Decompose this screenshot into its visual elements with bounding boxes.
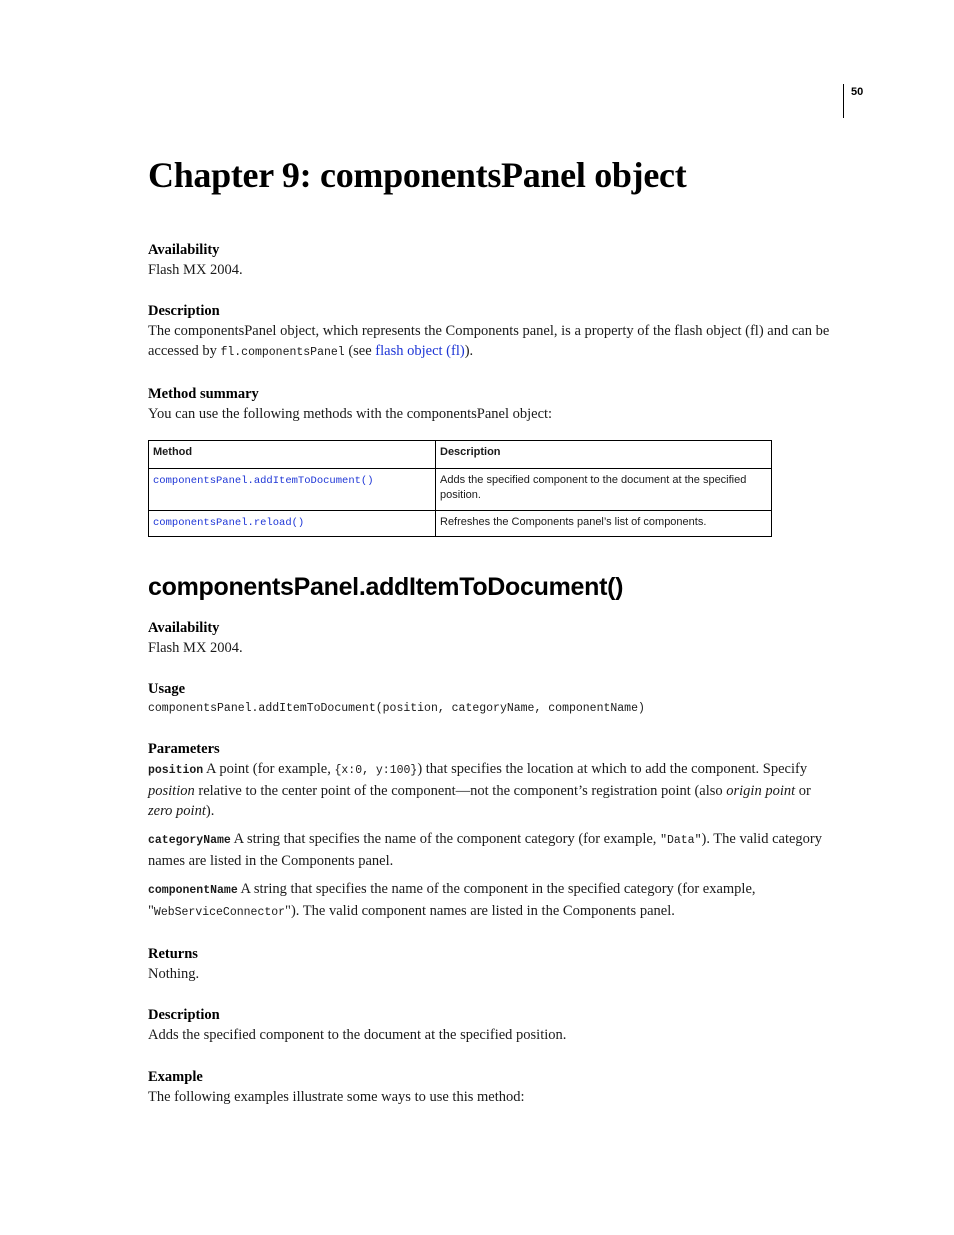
section-availability-text: Flash MX 2004. <box>148 640 243 656</box>
param-position-text-d: relative to the center point of the component—not the component’s registration point (also <box>194 783 727 799</box>
description-text <box>148 321 840 363</box>
page-content <box>148 150 840 1107</box>
availability-heading: Availability <box>148 242 220 258</box>
param-categoryname-code: "Data" <box>660 834 702 847</box>
table-cell-description: Refreshes the Components panel’s list of components. <box>436 511 772 537</box>
method-link-additemtodocument[interactable]: componentsPanel.addItemToDocument() <box>153 475 374 487</box>
param-categoryname-text-a: A string that specifies the name of the component category (for example, <box>230 831 661 847</box>
method-summary-text: You can use the following methods with the componentsPanel object: <box>148 406 553 422</box>
param-position-code: {x:0, y:100} <box>334 764 418 777</box>
param-position-text-h: ). <box>205 803 215 819</box>
example-text: The following examples illustrate some ways to use this method: <box>148 1089 525 1105</box>
page-number: 50 <box>851 86 864 98</box>
param-categoryname-text-b: ). The valid category <box>701 831 823 847</box>
param-position <box>148 759 840 821</box>
description-code: fl.componentsPanel <box>220 346 345 359</box>
param-position-italic-position: position <box>148 783 195 799</box>
description-line-2b: (see <box>344 343 376 359</box>
usage-heading: Usage <box>148 681 186 697</box>
param-position-italic-zero: zero point <box>148 803 206 819</box>
section-title: componentsPanel.addItemToDocument() <box>148 573 624 601</box>
param-position-text-f: or <box>795 783 811 799</box>
table-row <box>149 511 772 537</box>
section-description-heading: Description <box>148 1007 220 1023</box>
returns-heading: Returns <box>148 946 198 962</box>
param-componentname-text-c: "). The valid component names are listed in the Components panel. <box>285 903 675 919</box>
parameters-heading: Parameters <box>148 741 220 757</box>
description-line-2c: ). <box>464 343 474 359</box>
section-availability-heading: Availability <box>148 620 220 636</box>
description-line-1: The componentsPanel object, which represents the Components panel, is a property of the flash object (fl) and can be <box>148 323 830 339</box>
param-position-italic-origin: origin point <box>726 783 796 799</box>
table-cell-description: Adds the specified component to the document at the specified position. <box>436 469 772 511</box>
section-description-text: Adds the specified component to the document at the specified position. <box>148 1027 567 1043</box>
chapter-title: Chapter 9: componentsPanel object <box>148 155 687 195</box>
param-componentname-code: WebServiceConnector <box>153 906 286 919</box>
description-heading: Description <box>148 303 220 319</box>
param-categoryname-text-c: names are listed in the Components panel. <box>148 853 394 869</box>
param-categoryname <box>148 829 840 871</box>
param-categoryname-name: categoryName <box>148 834 231 847</box>
description-line-2a: accessed by <box>148 343 221 359</box>
param-componentname <box>148 879 840 923</box>
availability-text: Flash MX 2004. <box>148 262 243 278</box>
usage-code: componentsPanel.addItemToDocument(position, categoryName, componentName) <box>148 702 645 715</box>
example-heading: Example <box>148 1069 203 1085</box>
param-position-text-a: A point (for example, <box>203 761 335 777</box>
method-link-reload[interactable]: componentsPanel.reload() <box>153 517 305 529</box>
table-header-description: Description <box>436 441 772 469</box>
page-number-rule <box>843 84 844 118</box>
table-header-row <box>149 441 772 469</box>
table-cell-method <box>149 469 436 511</box>
table-header-method: Method <box>149 441 436 469</box>
returns-text: Nothing. <box>148 966 200 982</box>
param-componentname-quote: " <box>148 903 154 919</box>
table-cell-method <box>149 511 436 537</box>
flash-object-link[interactable]: flash object (fl) <box>375 343 465 359</box>
param-position-name: position <box>148 764 204 777</box>
method-summary-heading: Method summary <box>148 386 259 402</box>
param-componentname-text-a: A string that specifies the name of the component in the specified category (for example, <box>237 881 756 897</box>
param-position-text-b: ) that specifies the location at which to add the component. Specify <box>417 761 808 777</box>
method-summary-table <box>148 440 772 537</box>
table-row <box>149 469 772 511</box>
param-componentname-name: componentName <box>148 884 238 897</box>
